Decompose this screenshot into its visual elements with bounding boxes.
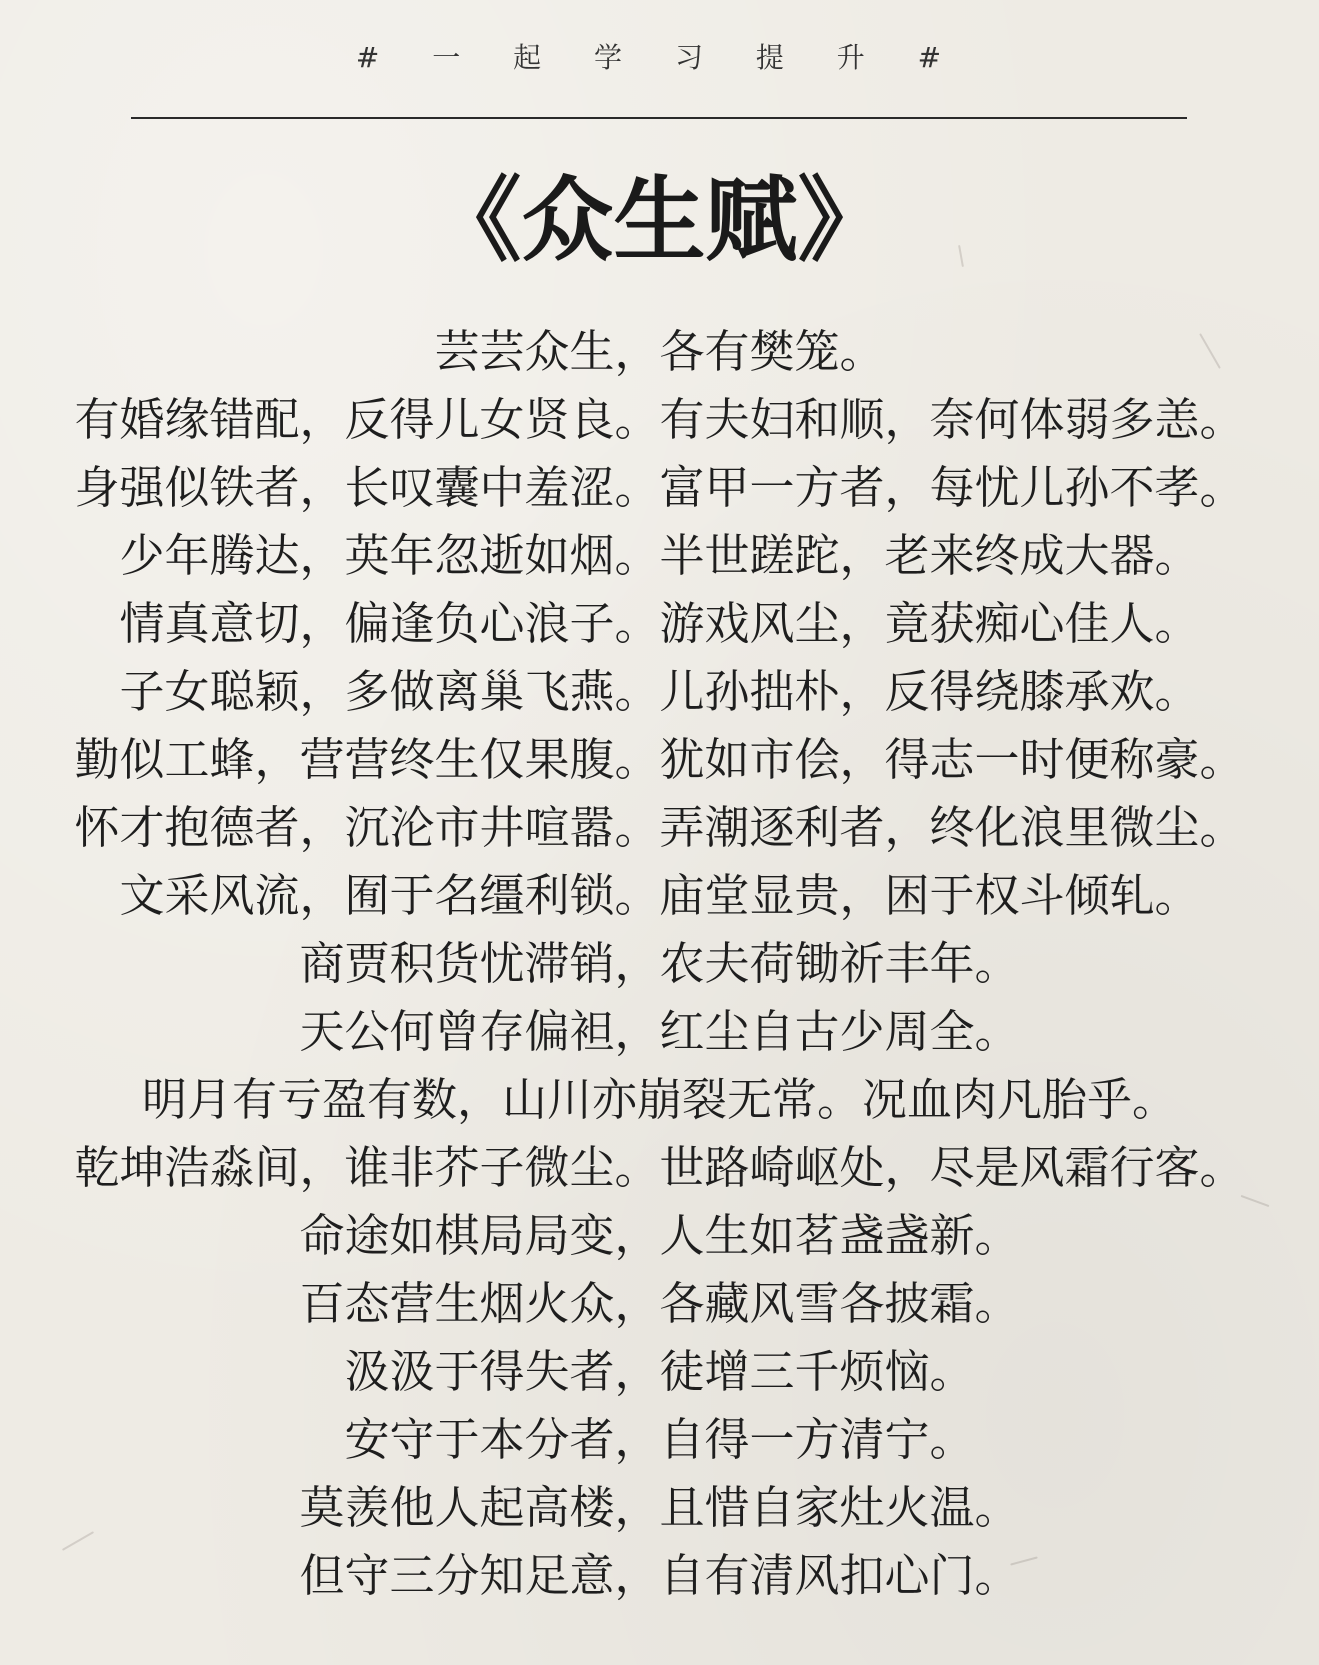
poem-line: 文采风流，囿于名缰利锁。庙堂显贵，困于权斗倾轧。	[119, 869, 1200, 922]
poem-line: 勤似工蜂，营营终生仅果腹。犹如市侩，得志一时便称豪。	[74, 733, 1245, 786]
poem-line: 汲汲于得失者，徒增三千烦恼。	[344, 1345, 975, 1398]
header-tag: # 一 起 学 习 提 升 #	[355, 41, 964, 74]
poem-line: 身强似铁者，长叹囊中羞涩。富甲一方者，每忧儿孙不孝。	[74, 461, 1245, 514]
poem-line: 命途如棋局局变，人生如茗盏盏新。	[299, 1209, 1020, 1262]
poem-line: 有婚缘错配，反得儿女贤良。有夫妇和顺，奈何体弱多恙。	[74, 393, 1245, 446]
poem-line: 安守于本分者，自得一方清宁。	[344, 1413, 975, 1466]
poem-line: 芸芸众生，各有樊笼。	[434, 325, 885, 378]
poem-line: 百态营生烟火众，各藏风雪各披霜。	[299, 1277, 1020, 1330]
poem-line: 但守三分知足意，自有清风扣心门。	[299, 1549, 1020, 1602]
poem-line: 明月有亏盈有数，山川亦崩裂无常。况血肉凡胎乎。	[141, 1073, 1177, 1126]
poem-line: 情真意切，偏逢负心浪子。游戏风尘，竟获痴心佳人。	[119, 597, 1200, 650]
poem-line: 怀才抱德者，沉沦市井喧嚣。弄潮逐利者，终化浪里微尘。	[74, 801, 1245, 854]
poem-line: 乾坤浩淼间，谁非芥子微尘。世路崎岖处，尽是风霜行客。	[74, 1141, 1245, 1194]
poem-line: 商贾积货忧滞销，农夫荷锄祈丰年。	[299, 937, 1020, 990]
poem-line: 天公何曾存偏袒，红尘自古少周全。	[299, 1005, 1020, 1058]
page-title: 《众生赋》	[429, 166, 890, 274]
poem-line: 莫羡他人起高楼，且惜自家灶火温。	[299, 1481, 1020, 1534]
poem-line: 少年腾达，英年忽逝如烟。半世蹉跎，老来终成大器。	[119, 529, 1200, 582]
header-divider	[131, 117, 1187, 119]
poem-body	[0, 318, 1319, 1610]
poem-line: 子女聪颖，多做离巢飞燕。儿孙拙朴，反得绕膝承欢。	[119, 665, 1200, 718]
